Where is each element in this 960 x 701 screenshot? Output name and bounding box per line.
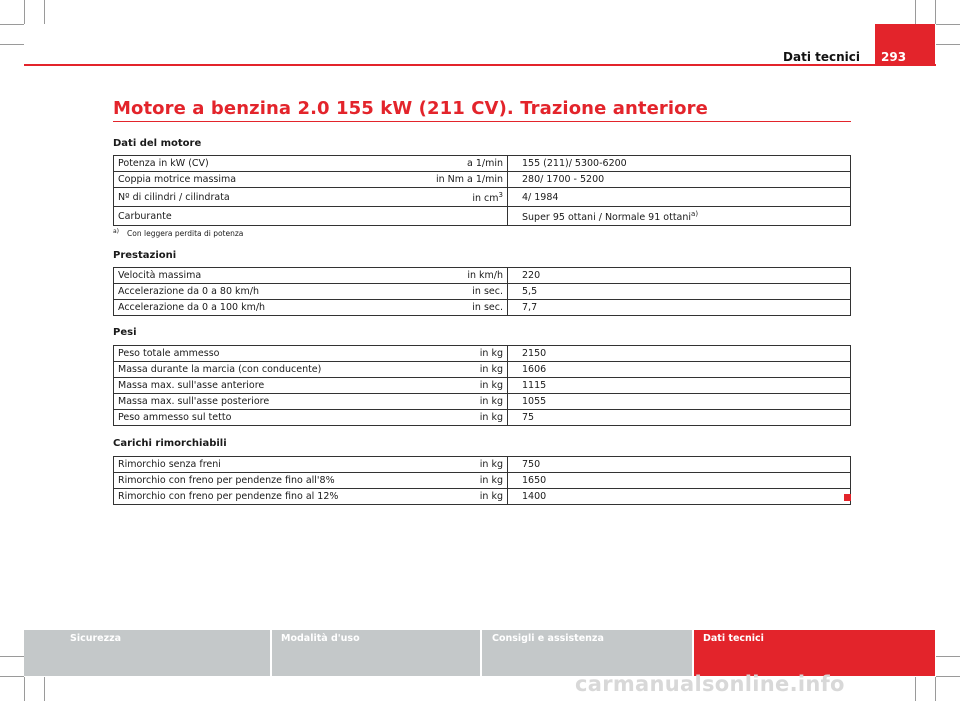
performance-table bbox=[113, 267, 851, 316]
weights-table bbox=[113, 345, 851, 426]
row-label: Massa max. sull'asse anteriore bbox=[114, 378, 414, 394]
section-title-engine: Dati del motore bbox=[113, 138, 202, 149]
row-value: 220 bbox=[508, 268, 851, 284]
row-label: Carburante bbox=[114, 207, 414, 226]
crop-mark bbox=[24, 0, 25, 24]
row-unit: in kg bbox=[414, 394, 508, 410]
table-row bbox=[114, 207, 851, 226]
table-row bbox=[114, 473, 851, 489]
crop-mark bbox=[936, 676, 960, 677]
table-row bbox=[114, 489, 851, 505]
table-row bbox=[114, 362, 851, 378]
engine-table bbox=[113, 155, 851, 226]
crop-mark bbox=[0, 24, 24, 25]
table-row bbox=[114, 457, 851, 473]
row-unit: in Nm a 1/min bbox=[414, 172, 508, 188]
row-value: 1115 bbox=[508, 378, 851, 394]
row-value: 75 bbox=[508, 410, 851, 426]
crop-mark bbox=[936, 656, 960, 657]
row-value: 750 bbox=[508, 457, 851, 473]
footnote-mark: a) bbox=[113, 228, 120, 235]
section-title-trailer: Carichi rimorchiabili bbox=[113, 438, 227, 449]
header-rule bbox=[24, 64, 936, 66]
row-unit: in kg bbox=[414, 362, 508, 378]
unit-text: in cm bbox=[472, 193, 499, 204]
row-label: Coppia motrice massima bbox=[114, 172, 414, 188]
row-label: Rimorchio con freno per pendenze fino al 12% bbox=[114, 489, 414, 505]
header-title: Dati tecnici bbox=[783, 50, 860, 64]
crop-mark bbox=[935, 0, 936, 24]
page-number: 293 bbox=[881, 50, 907, 64]
crop-mark bbox=[44, 677, 45, 701]
row-label: Velocità massima bbox=[114, 268, 414, 284]
crop-mark bbox=[915, 0, 916, 24]
row-unit bbox=[414, 207, 508, 226]
row-unit: in sec. bbox=[414, 300, 508, 316]
row-label: Accelerazione da 0 a 100 km/h bbox=[114, 300, 414, 316]
row-unit: a 1/min bbox=[414, 156, 508, 172]
row-value: 1400 bbox=[508, 489, 851, 505]
row-label: Rimorchio con freno per pendenze fino all'8% bbox=[114, 473, 414, 489]
row-label: Accelerazione da 0 a 80 km/h bbox=[114, 284, 414, 300]
section-title-weights: Pesi bbox=[113, 327, 137, 338]
nav-tab-label[interactable]: Consigli e assistenza bbox=[492, 633, 604, 644]
row-unit: in kg bbox=[414, 489, 508, 505]
row-unit: in kg bbox=[414, 457, 508, 473]
table-row bbox=[114, 346, 851, 362]
row-value bbox=[508, 207, 851, 226]
footnote-reference: a) bbox=[691, 210, 699, 218]
row-value: 155 (211)/ 5300-6200 bbox=[508, 156, 851, 172]
crop-mark bbox=[0, 44, 24, 45]
row-label: Nº di cilindri / cilindrata bbox=[114, 188, 414, 207]
table-row bbox=[114, 394, 851, 410]
table-row bbox=[114, 188, 851, 207]
row-unit: in kg bbox=[414, 473, 508, 489]
crop-mark bbox=[0, 676, 24, 677]
crop-mark bbox=[935, 677, 936, 701]
table-row bbox=[114, 284, 851, 300]
section-title-performance: Prestazioni bbox=[113, 250, 177, 261]
row-unit: in kg bbox=[414, 378, 508, 394]
crop-mark bbox=[936, 44, 960, 45]
row-label: Peso totale ammesso bbox=[114, 346, 414, 362]
table-row bbox=[114, 172, 851, 188]
row-label: Potenza in kW (CV) bbox=[114, 156, 414, 172]
crop-mark bbox=[915, 677, 916, 701]
row-value: 7,7 bbox=[508, 300, 851, 316]
row-value: 1055 bbox=[508, 394, 851, 410]
crop-mark bbox=[936, 24, 960, 25]
row-value: 280/ 1700 - 5200 bbox=[508, 172, 851, 188]
table-row bbox=[114, 378, 851, 394]
nav-tab-label[interactable]: Dati tecnici bbox=[703, 633, 764, 644]
footnote-text: Con leggera perdita di potenza bbox=[127, 229, 244, 238]
row-unit: in kg bbox=[414, 346, 508, 362]
footnote bbox=[113, 228, 243, 238]
table-row bbox=[114, 268, 851, 284]
trailer-table bbox=[113, 456, 851, 505]
nav-tab-sicurezza[interactable] bbox=[24, 630, 270, 676]
row-unit: in kg bbox=[414, 410, 508, 426]
crop-mark bbox=[24, 677, 25, 701]
row-value: 4/ 1984 bbox=[508, 188, 851, 207]
row-unit bbox=[414, 188, 508, 207]
watermark: carmanualsonline.info bbox=[575, 672, 845, 696]
crop-mark bbox=[44, 0, 45, 24]
value-text: Super 95 ottani / Normale 91 ottani bbox=[522, 212, 692, 223]
nav-tab-label[interactable]: Sicurezza bbox=[70, 633, 122, 644]
table-row bbox=[114, 300, 851, 316]
row-label: Rimorchio senza freni bbox=[114, 457, 414, 473]
row-value: 5,5 bbox=[508, 284, 851, 300]
row-unit: in sec. bbox=[414, 284, 508, 300]
row-unit: in km/h bbox=[414, 268, 508, 284]
row-label: Massa max. sull'asse posteriore bbox=[114, 394, 414, 410]
row-value: 2150 bbox=[508, 346, 851, 362]
crop-mark bbox=[0, 656, 24, 657]
row-label: Massa durante la marcia (con conducente) bbox=[114, 362, 414, 378]
nav-tab-label[interactable]: Modalità d'uso bbox=[281, 633, 360, 644]
row-value: 1606 bbox=[508, 362, 851, 378]
row-value: 1650 bbox=[508, 473, 851, 489]
unit-superscript: 3 bbox=[498, 191, 503, 199]
row-label: Peso ammesso sul tetto bbox=[114, 410, 414, 426]
end-of-section-icon bbox=[844, 494, 851, 501]
page-title: Motore a benzina 2.0 155 kW (211 CV). Trazione anteriore bbox=[113, 98, 708, 119]
table-row bbox=[114, 410, 851, 426]
title-rule bbox=[113, 121, 851, 122]
table-row bbox=[114, 156, 851, 172]
